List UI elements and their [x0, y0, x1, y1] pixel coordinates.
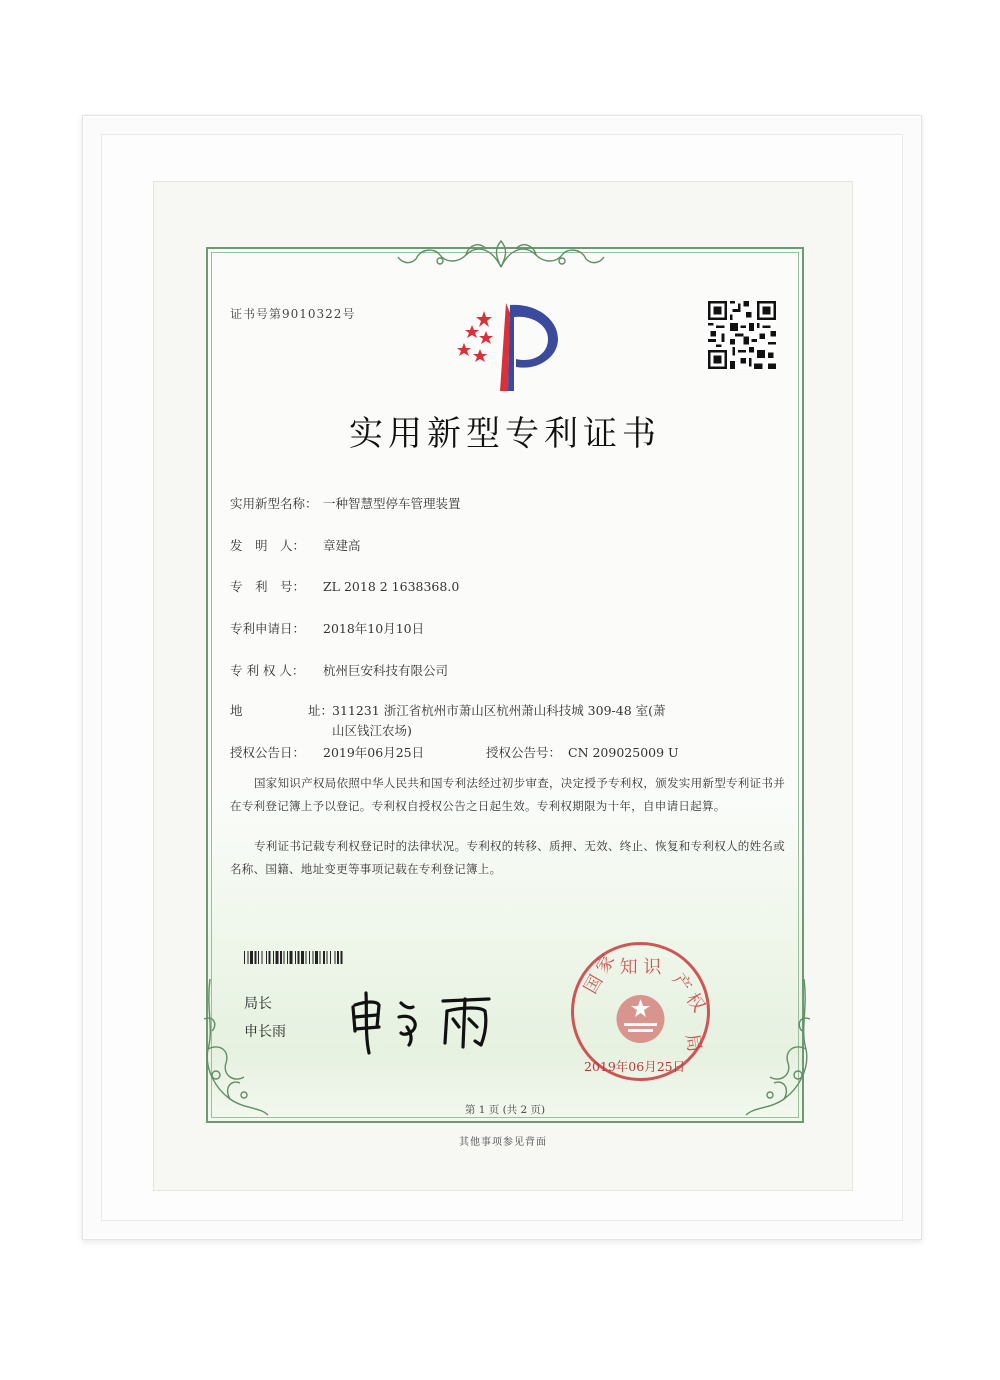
svg-text:国 家: 国 家: [580, 950, 620, 998]
qr-code-icon: [708, 301, 776, 369]
svg-text:知 识: 知 识: [619, 957, 662, 978]
svg-text:局: 局: [681, 1032, 705, 1054]
barcode-icon: [244, 951, 419, 964]
field-grant-date: [230, 743, 424, 761]
field-label: 授权公告号：: [486, 745, 562, 760]
corner-ornament-right-icon: [744, 979, 814, 1119]
director-name: 申长雨: [244, 1024, 286, 1040]
address-colon: 址：: [308, 703, 334, 718]
field-inventor: [230, 536, 361, 554]
field-application-date: [230, 619, 424, 637]
page-number: 第 1 页 (共 2 页): [464, 1104, 546, 1116]
field-patent-number: [230, 577, 459, 595]
field-label: 授权公告日：: [230, 745, 306, 760]
director-signature-icon: [343, 987, 503, 1057]
back-note: 其他事项参见背面: [459, 1137, 547, 1148]
address-value: 311231 浙江省杭州市萧山区杭州萧山科技城 309-48 室(萧山区钱江农场): [332, 703, 666, 738]
field-value: 2019年06月25日: [323, 745, 425, 760]
field-value: 一种智慧型停车管理装置: [323, 496, 461, 511]
address-label: 地: [230, 703, 243, 718]
field-label: 发 明 人：: [230, 538, 306, 553]
field-label: 专 利 号：: [230, 579, 306, 594]
director-title: 局长: [244, 996, 272, 1012]
seal-date: 2019年06月25日: [584, 1059, 686, 1074]
field-value: 杭州巨安科技有限公司: [323, 663, 449, 678]
patent-certificate: [206, 247, 804, 1123]
top-ornament-icon: [396, 237, 606, 277]
patent-office-logo-icon: [450, 293, 570, 393]
field-utility-model-name: [230, 494, 461, 512]
field-patentee: [230, 661, 448, 679]
certificate-number: 证书号第9010322号: [230, 307, 356, 321]
field-value: 章建高: [323, 538, 361, 553]
field-value: 2018年10月10日: [323, 621, 425, 636]
field-label: 专利申请日：: [230, 621, 306, 636]
picture-frame: [82, 115, 922, 1240]
field-label: 实用新型名称：: [230, 496, 318, 511]
field-value: ZL 2018 2 1638368.0: [323, 579, 460, 594]
legal-paragraph-2: 专利证书记载专利权登记时的法律状况。专利权的转移、质押、无效、终止、恢复和专利权人的姓名或名称、国籍、地址变更等事项记载在专利登记簿上。: [230, 839, 785, 876]
field-label: 专 利 权 人：: [230, 663, 305, 678]
field-grant-number: [486, 743, 679, 761]
certificate-title: 实用新型专利证书: [349, 414, 661, 454]
legal-paragraph-1: 国家知识产权局依照中华人民共和国专利法经过初步审查，决定授予专利权，颁发实用新型专利证书并在专利登记簿上予以登记。专利权自授权公告之日起生效。专利权期限为十年，自申请日起算。: [230, 776, 785, 813]
field-value: CN 209025009 U: [568, 745, 679, 760]
svg-text:产 权: 产 权: [667, 969, 710, 1017]
frame-mat: [153, 181, 853, 1191]
